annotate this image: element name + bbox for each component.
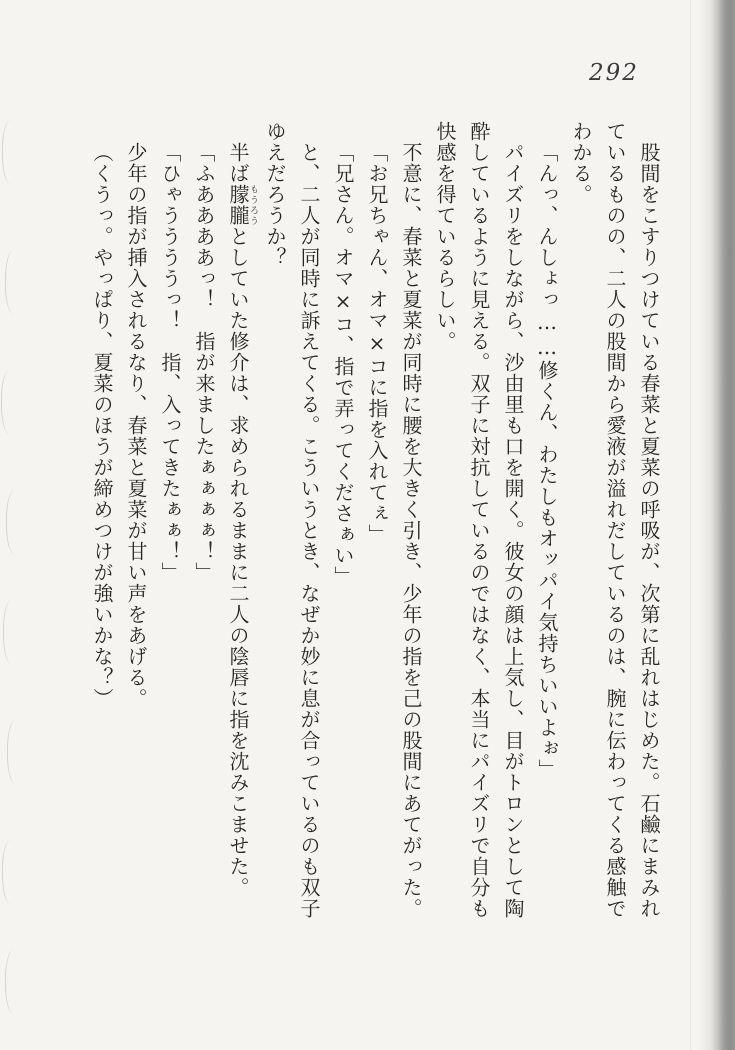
- page-number: 292: [589, 60, 639, 86]
- text-column: 「んっ、んしょっ……修くん、わたしもオッパイ気持ちいいよぉ」: [535, 142, 559, 780]
- text-column: 快感を得ているらしい。: [433, 121, 457, 352]
- text-column: 股間をこすりつけている春菜と夏菜の呼吸が、次第に乱れはじめた。石鹼にまみれ: [637, 142, 661, 919]
- page-stack-edge-mark: [3, 600, 20, 664]
- text-column: 「ふああああっ！ 指が来ましたぁぁぁぁ！」: [192, 142, 216, 583]
- text-column: 「ひゃううううっ！ 指、入ってきたぁぁ！」: [158, 142, 182, 583]
- page-edge-shadow: [699, 0, 735, 1050]
- text-block: [85, 121, 666, 923]
- page-stack-edge-mark: [7, 720, 24, 784]
- text-column: わかる。: [569, 121, 593, 205]
- page-stack-edge-mark: [2, 120, 19, 184]
- page-stack-edge-mark: [6, 490, 23, 554]
- text-column: パイズリをしながら、沙由里も口を開く。彼女の顔は上気し、目がトロンとして陶: [501, 142, 525, 919]
- page-fold-hairline: [690, 0, 691, 1050]
- furigana-ruby: 朦朧もうろう: [226, 184, 258, 226]
- text-column: 不意に、春菜と夏菜が同時に腰を大きく引き、少年の指を己の股間にあてがった。: [399, 142, 423, 919]
- page-stack-edge-mark: [2, 840, 19, 904]
- text-column: 「お兄ちゃん、オマ×コに指を入れてぇ」: [365, 142, 389, 545]
- page-stack-edge-mark: [5, 250, 22, 314]
- text-column: （くうっ。やっぱり、夏菜のほうが締めつけが強いかな？）: [90, 142, 114, 709]
- text-column: 半ば朦朧もうろうとしていた修介は、求められるままに二人の陰唇に指を沈みこませた。: [226, 142, 258, 898]
- text-column: ゆえだろうか？: [263, 121, 287, 268]
- page-stack-edge-mark: [1, 370, 18, 434]
- text-column: 少年の指が挿入されるなり、春菜と夏菜が甘い声をあげる。: [124, 142, 148, 709]
- text-column: と、二人が同時に訴えてくる。こういうとき、なぜか妙に息が合っているのも双子: [297, 142, 321, 919]
- text-column: 「兄さん。オマ×コ、指で弄ってくださぁい」: [331, 142, 355, 587]
- text-column: 酔しているように見える。双子に対抗しているのではなく、本当にパイズリで自分も: [467, 121, 491, 919]
- page-stack-edge-mark: [5, 950, 22, 1014]
- text-column: ているものの、二人の股間から愛液が溢れだしているのは、腕に伝わってくる感触で: [603, 121, 627, 919]
